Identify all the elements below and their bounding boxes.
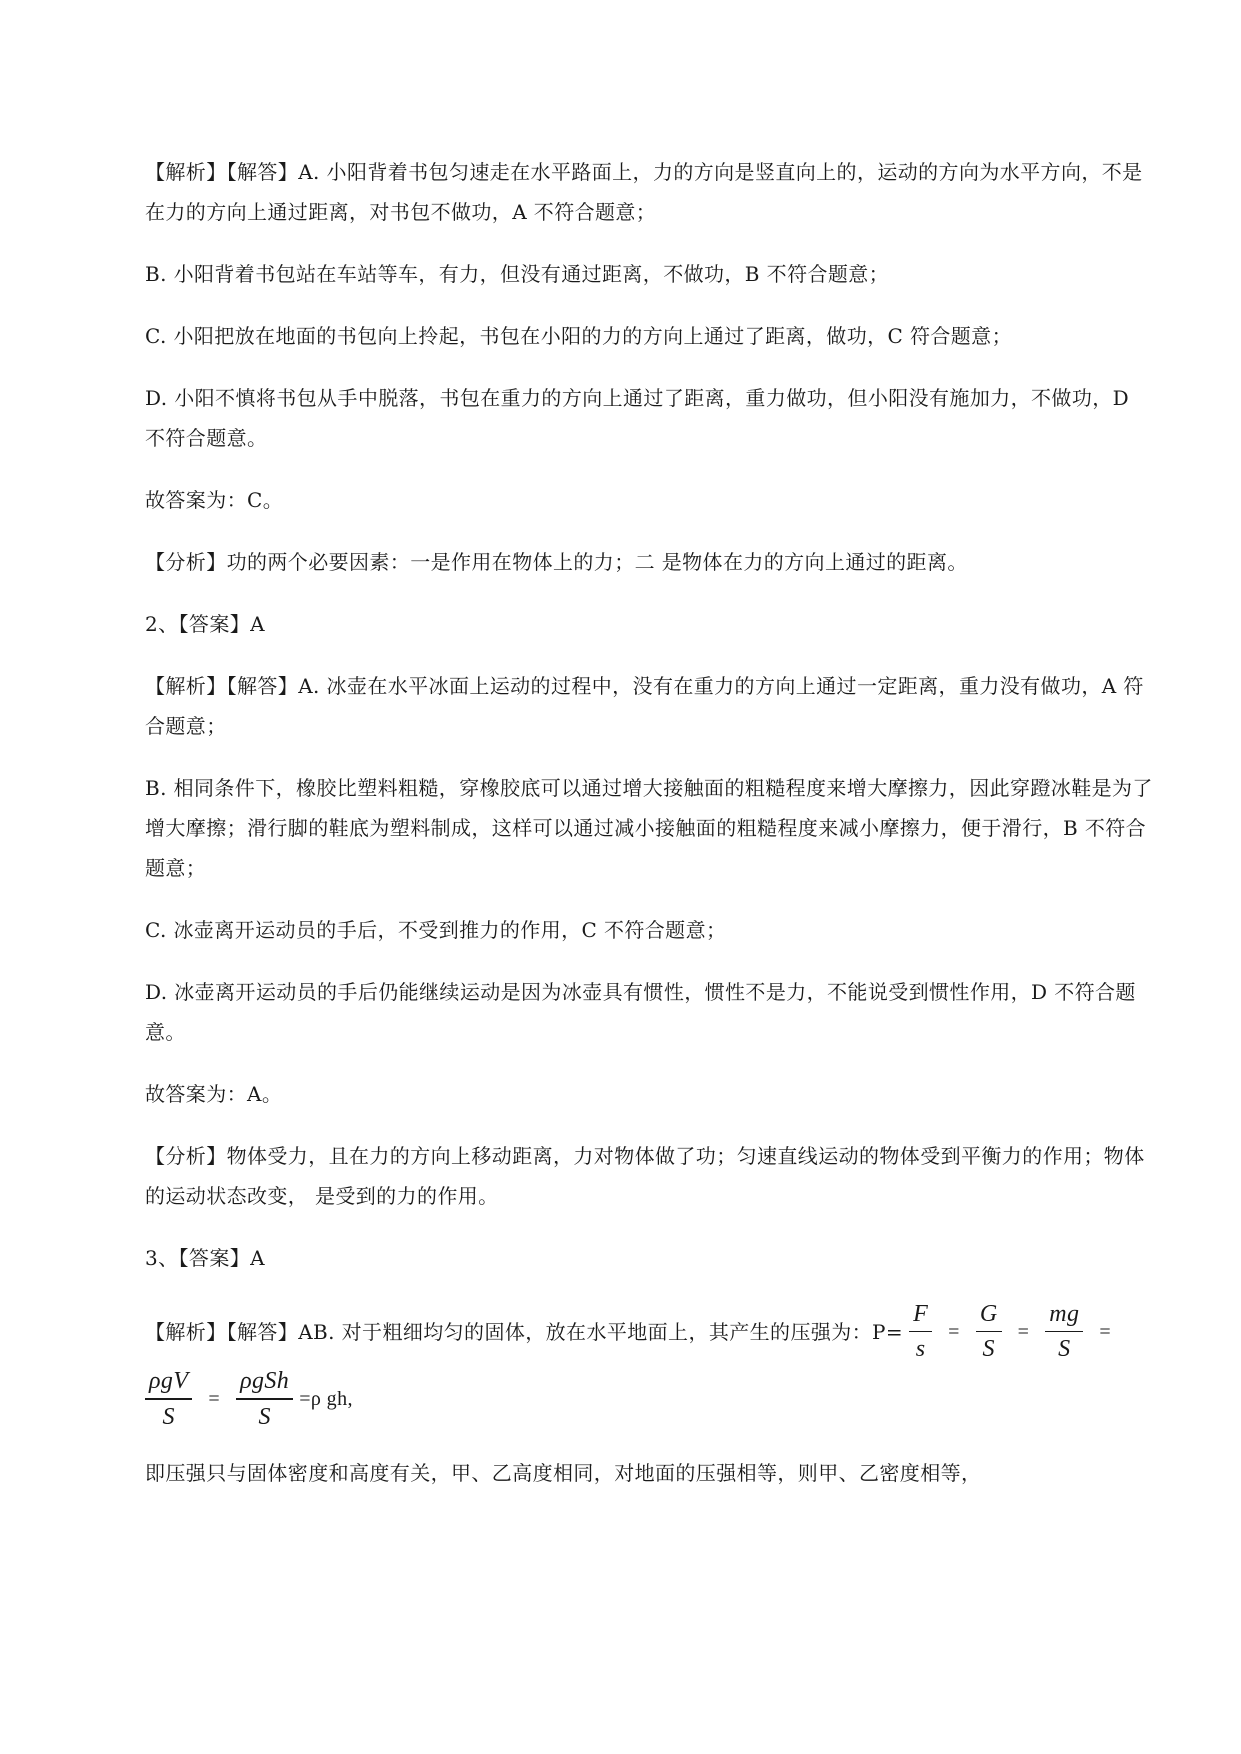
paragraph: C. 小阳把放在地面的书包向上拎起，书包在小阳的力的方向上通过了距离，做功，C 符合题意； [145, 324, 1012, 348]
paragraph: 【解析】【解答】A. 冰壶在水平冰面上运动的过程中，没有在重力的方向上通过一定距离，重力没有做功，A 符合题意； [145, 674, 1144, 738]
fraction-numerator: ρgV [149, 1368, 189, 1395]
fraction-rhogsh-over-s [236, 1367, 293, 1430]
fraction-bar [976, 1331, 1002, 1332]
answer-line: 故答案为：C。 [145, 488, 284, 512]
analysis-paragraph: 【分析】功的两个必要因素：一是作用在物体上的力；二 是物体在力的方向上通过的距离。 [145, 550, 968, 574]
formula-row-2 [145, 1367, 1155, 1430]
fraction-bar [1045, 1331, 1083, 1332]
question-answer-heading: 2、【答案】A [145, 612, 265, 636]
answer-line: 故答案为：A。 [145, 1082, 283, 1106]
fraction-denominator: s [915, 1336, 926, 1363]
fraction-numerator: F [913, 1301, 929, 1327]
fraction-numerator: ρgSh [240, 1368, 290, 1395]
fraction-bar [145, 1398, 192, 1399]
fraction-g-over-s [976, 1300, 1002, 1363]
formula-lead-text: 【解析】【解答】AB. 对于粗细均匀的固体，放在水平地面上，其产生的压强为：P= [145, 1319, 904, 1344]
fraction-numerator: mg [1049, 1301, 1080, 1327]
fraction-bar [236, 1398, 293, 1399]
paragraph: 【解析】【解答】A. 小阳背着书包匀速走在水平路面上，力的方向是竖直向上的，运动的方向为水平方向，不是在力的方向上通过距离，对书包不做功，A 不符合题意； [145, 160, 1143, 224]
paragraph: 即压强只与固体密度和高度有关，甲、乙高度相同，对地面的压强相等，则甲、乙密度相等， [145, 1460, 982, 1485]
fraction-numerator: G [979, 1301, 998, 1327]
fraction-denominator: S [258, 1403, 271, 1430]
equals-sign: = [208, 1388, 221, 1411]
fraction-denominator: S [162, 1403, 175, 1430]
formula-tail: =ρ gh, [299, 1388, 353, 1411]
paragraph: B. 小阳背着书包站在车站等车，有力，但没有通过距离，不做功，B 不符合题意； [145, 262, 890, 286]
fraction-mg-over-s [1045, 1300, 1083, 1363]
paragraph: D. 冰壶离开运动员的手后仍能继续运动是因为冰壶具有惯性，惯性不是力，不能说受到惯性作用，D 不符合题意。 [145, 980, 1136, 1044]
analysis-paragraph: 【分析】物体受力，且在力的方向上移动距离，力对物体做了功；匀速直线运动的物体受到平衡力的作用；物体的运动状态改变， 是受到的力的作用。 [145, 1144, 1145, 1208]
paragraph: C. 冰壶离开运动员的手后，不受到推力的作用，C 不符合题意； [145, 918, 727, 942]
formula-row-1 [145, 1300, 1155, 1363]
fraction-bar [909, 1331, 932, 1332]
equals-sign: = [948, 1320, 960, 1343]
paragraph: B. 相同条件下，橡胶比塑料粗糙，穿橡胶底可以通过增大接触面的粗糙程度来增大摩擦力，因此穿蹬冰鞋是为了增大摩擦；滑行脚的鞋底为塑料制成，这样可以通过减小接触面的粗糙程度来减小摩擦力，便于滑行，B 不符合题意； [145, 776, 1153, 880]
fraction-f-over-s [909, 1300, 932, 1363]
pressure-formula [145, 1300, 1155, 1431]
paragraph: D. 小阳不慎将书包从手中脱落，书包在重力的方向上通过了距离，重力做功，但小阳没有施加力，不做功，D 不符合题意。 [145, 386, 1130, 450]
fraction-denominator: S [1058, 1336, 1071, 1363]
question-answer-heading: 3、【答案】A [145, 1246, 265, 1270]
fraction-denominator: S [982, 1336, 995, 1363]
equals-sign: = [1099, 1320, 1112, 1343]
fraction-rhogv-over-s [145, 1367, 192, 1430]
document-page [145, 152, 1155, 1515]
equals-sign: = [1017, 1320, 1030, 1343]
